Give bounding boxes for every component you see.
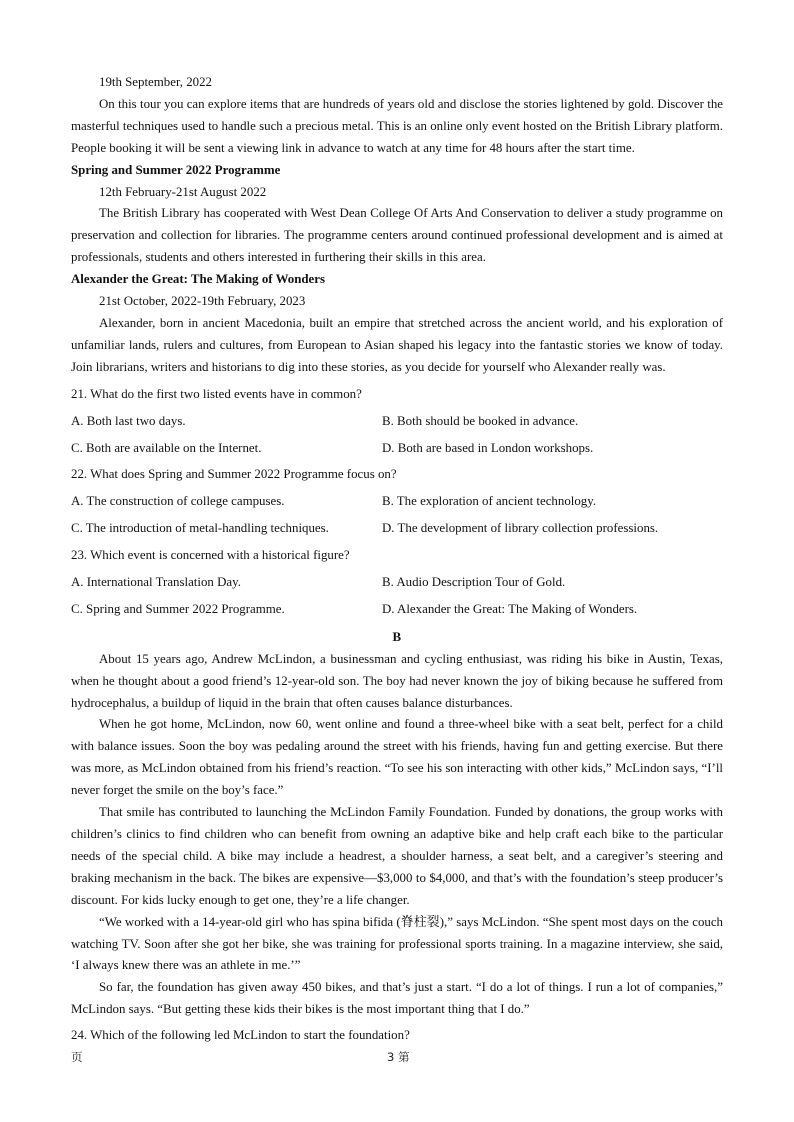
event4-date: 21st October, 2022-19th February, 2023: [99, 294, 306, 309]
event2-date: 19th September, 2022: [99, 75, 212, 89]
passage-b-paragraph-4: “We worked with a 14-year-old girl who has spina bifida (脊柱裂),” says McLindon. “She spent most days on the couch watching TV. Soon after she got her bike, she was training for professional sports training. In a magazine interview, she said, ‘I always knew there was an athlete in me.’”: [71, 914, 723, 973]
question-22-options-row-1: [71, 486, 723, 513]
question-22-option-b[interactable]: B. The exploration of ancient technology.: [382, 494, 597, 509]
event3-title: Spring and Summer 2022 Programme: [71, 162, 281, 177]
footer-page-number: 3 第: [387, 1050, 410, 1064]
footer-page-label-left: 页: [71, 1050, 83, 1064]
passage-b-paragraph-1: About 15 years ago, Andrew McLindon, a businessman and cycling enthusiast, was riding his bike in Austin, Texas, when he thought about a good friend’s 12-year-old son. The boy had never known the joy of biking because he suffered from hydrocephalus, a buildup of liquid in the brain that often causes balance disturbances.: [71, 651, 723, 710]
event2-description: On this tour you can explore items that are hundreds of years old and disclose the stories lightened by gold. Discover the masterful techniques used to handle such a precious metal. This is an online only event hosted on the British Library platform. People booking it will be sent a viewing link in advance to watch at any time for 48 hours after the start time.: [71, 96, 723, 155]
question-22-option-a[interactable]: A. The construction of college campuses.: [71, 494, 285, 509]
question-22-stem: 22. What does Spring and Summer 2022 Programme focus on?: [71, 467, 397, 482]
question-21-stem: 21. What do the first two listed events have in common?: [71, 386, 362, 401]
question-23-options-row-2: [71, 594, 723, 621]
question-21-option-a[interactable]: A. Both last two days.: [71, 413, 186, 428]
question-22-options-row-2: [71, 513, 723, 540]
question-23-option-b[interactable]: B. Audio Description Tour of Gold.: [382, 575, 566, 590]
question-21-option-d[interactable]: D. Both are based in London workshops.: [382, 440, 594, 455]
passage-b-paragraph-2: When he got home, McLindon, now 60, went online and found a three-wheel bike with a seat belt, perfect for a child with balance issues. Soon the boy was pedaling around the street with his friends, having fun and getting exercise. But there was more, as McLindon obtained from his friend’s reaction. “To see his son interacting with other kids,” McLindon says, “I’ll never forget the smile on the boy’s face.”: [71, 717, 723, 798]
page-footer: [71, 1047, 723, 1067]
event3-description: The British Library has cooperated with West Dean College Of Arts And Conservation to deliver a study programme on preservation and collection for libraries. The programme centers around continued professional development and is aimed at professionals, students and others interested in furthering their skills in this area.: [71, 206, 723, 265]
question-23-stem: 23. Which event is concerned with a historical figure?: [71, 548, 350, 563]
question-22-option-c[interactable]: C. The introduction of metal-handling techniques.: [71, 521, 329, 536]
question-21-option-c[interactable]: C. Both are available on the Internet.: [71, 440, 262, 455]
question-23-option-a[interactable]: A. International Translation Day.: [71, 575, 241, 590]
question-21-options-row-2: [71, 433, 723, 460]
question-22-option-d[interactable]: D. The development of library collection professions.: [382, 521, 659, 536]
question-23-options-row-1: [71, 567, 723, 594]
passage-b-paragraph-3: That smile has contributed to launching the McLindon Family Foundation. Funded by donations, the group works with children’s clinics to find children who can benefit from owning an adaptive bike and help craft each bike to the particular needs of the special child. A bike may include a headrest, a shoulder harness, a seat belt, and a caregiver’s steering and braking mechanism in the back. The bikes are expensive—$3,000 to $4,000, and that’s with the foundation’s steep producer’s discount. For kids lucky enough to get one, they’re a life changer.: [71, 805, 723, 907]
question-21-option-b[interactable]: B. Both should be booked in advance.: [382, 413, 579, 428]
question-23-option-c[interactable]: C. Spring and Summer 2022 Programme.: [71, 601, 285, 616]
section-letter-b: B: [392, 629, 402, 644]
event4-title: Alexander the Great: The Making of Wonders: [71, 272, 325, 287]
event4-description: Alexander, born in ancient Macedonia, built an empire that stretched across the ancient world, and his exploration of unfamiliar lands, rulers and cultures, from European to Asian shaped his legacy into the fantastic stories we know of today. Join librarians, writers and historians to dig into these stories, as you decide for yourself who Alexander really was.: [71, 315, 723, 374]
question-24-stem: 24. Which of the following led McLindon to start the foundation?: [71, 1028, 410, 1043]
question-21-options-row-1: [71, 406, 723, 433]
question-23-option-d[interactable]: D. Alexander the Great: The Making of Wonders.: [382, 601, 638, 616]
event3-date: 12th February-21st August 2022: [99, 184, 267, 199]
passage-b-paragraph-5: So far, the foundation has given away 450 bikes, and that’s just a start. “I do a lot of things. I run a lot of companies,” McLindon says. “But getting these kids their bikes is the most important thing that I do.”: [71, 980, 723, 1017]
page-content: [71, 72, 723, 1047]
